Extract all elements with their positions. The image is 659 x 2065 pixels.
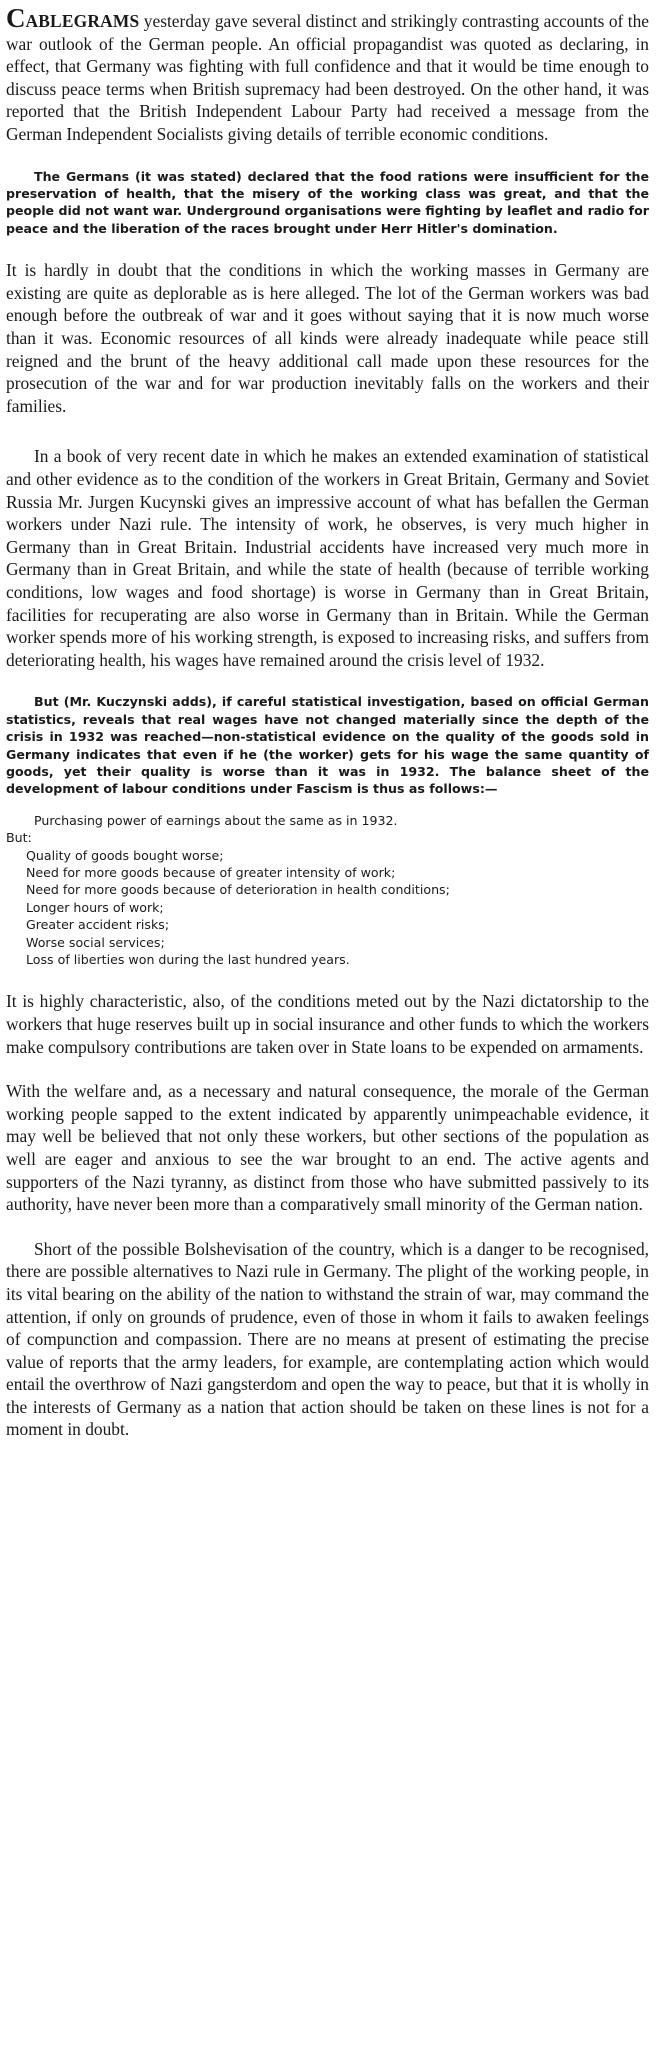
list-item: Greater accident risks;: [26, 917, 170, 933]
but-label: But:: [6, 830, 32, 846]
paragraph-morale: With the welfare and, as a necessary and natural consequence, the morale of the German working people sapped to the extent indicated by apparently unimpeachable evidence, it may well be believed that not only these workers, but other sections of the population as well are eager and anxious to see the war brought to an end. The active agents and supporters of the Nazi tyranny, as distinct from those who have submitted passively to its authority, have never been more than a comparatively small minority of the German nation.: [6, 1081, 649, 1215]
paragraph-kuczynski-book: In a book of very recent date in which he makes an extended examination of statistical and other evidence as to the condition of the workers in Great Britain, Germany and Soviet Russia Mr. Jurgen Kucynski gives an impressive account of what has befallen the German workers under Nazi rule. The intensity of work, he observes, is very much higher in Germany than in Great Britain. Industrial accidents have increased very much more in Germany than in Great Britain, and while the state of health (because of terrible working conditions, low wages and food shortage) is worse in Germany than in Great Britain, facilities for recuperating are also worse in Germany than in Britain. While the German worker spends more of his working strength, is exposed to increasing risks, and suffers from deteriorating health, his wages have remained around the crisis level of 1932.: [6, 446, 650, 670]
paragraph-conditions: It is hardly in doubt that the conditions in which the working masses in Germany are existing are quite as deplorable as is here alleged. The lot of the German workers was bad enough before the outbreak of war and it goes without saying that it is now much worse than it was. Economic resources of all kinds were already inadequate while peace still reigned and the brunt of the heavy additional call made upon these resources for the prosecution of the war and for war production inevitably falls on the workers and their families.: [6, 260, 649, 416]
quoted-message: The Germans (it was stated) declared that the food rations were insufficient for the preservation of health, that the misery of the working class was great, and that the people did not want war. Underground organisations were fighting by leaflet and radio for peace and the liberation of the races brought under Herr Hitler's domination.: [6, 168, 649, 236]
list-item: Quality of goods bought worse;: [26, 847, 224, 863]
balance-sheet-list: [6, 847, 649, 969]
drop-cap: C: [6, 3, 26, 33]
list-item: Need for more goods because of greater intensity of work;: [26, 864, 396, 880]
purchasing-power-line: Purchasing power of earnings about the same as in 1932.: [34, 812, 398, 828]
list-item: Longer hours of work;: [26, 899, 164, 915]
list-item: Loss of liberties won during the last hundred years.: [26, 951, 350, 967]
lead-paragraph: [6, 3, 649, 146]
list-item: Worse social services;: [26, 934, 165, 950]
paragraph-alternatives: Short of the possible Bolshevisation of the country, which is a danger to be recognised, there are possible alternatives to Nazi rule in Germany. The plight of the working people, in its vital bearing on the ability of the nation to withstand the strain of war, may command the attention, if only on grounds of prudence, even of those in whom it fails to awaken feelings of compunction and compassion. There are no means at present of estimating the precise value of reports that the army leaders, for example, are contemplating action which would entail the overthrow of Nazi gangsterdom and open the way to peace, but that it is wholly in the interests of Germany as a nation that action should be taken on these lines is not for a moment in doubt.: [6, 1238, 649, 1440]
kuczynski-quote-intro: But (Mr. Kuczynski adds), if careful statistical investigation, based on official German statistics, reveals that real wages have not changed materially since the depth of the crisis in 1932 was reached—non-statistical evidence on the quality of the goods sold in Germany indicates that even if he (the worker) gets for his wage the same quantity of goods, yet their quality is worse than it was in 1932. The balance sheet of the development of labour conditions under Fascism is thus as follows:—: [6, 694, 649, 797]
kuczynski-quote: [6, 693, 649, 968]
lead-text: yesterday gave several distinct and strikingly contrasting accounts of the war outlook of the German people. An official propagandist was quoted as declaring, in effect, that Germany was fighting with full confidence and that it would be time enough to discuss peace terms when British supremacy had been destroyed. On the other hand, it was reported that the British Independent Labour Party had received a message from the German Independent Socialists giving details of terrible economic conditions.: [6, 11, 649, 144]
paragraph-social-insurance: It is highly characteristic, also, of the conditions meted out by the Nazi dictatorship to the workers that huge reserves built up in social insurance and other funds to which the workers make compulsory contributions are taken over in State loans to be expended on armaments.: [6, 991, 649, 1057]
lead-word: ABLEGRAMS: [25, 11, 140, 31]
list-item: Need for more goods because of deterioration in health conditions;: [26, 882, 450, 898]
